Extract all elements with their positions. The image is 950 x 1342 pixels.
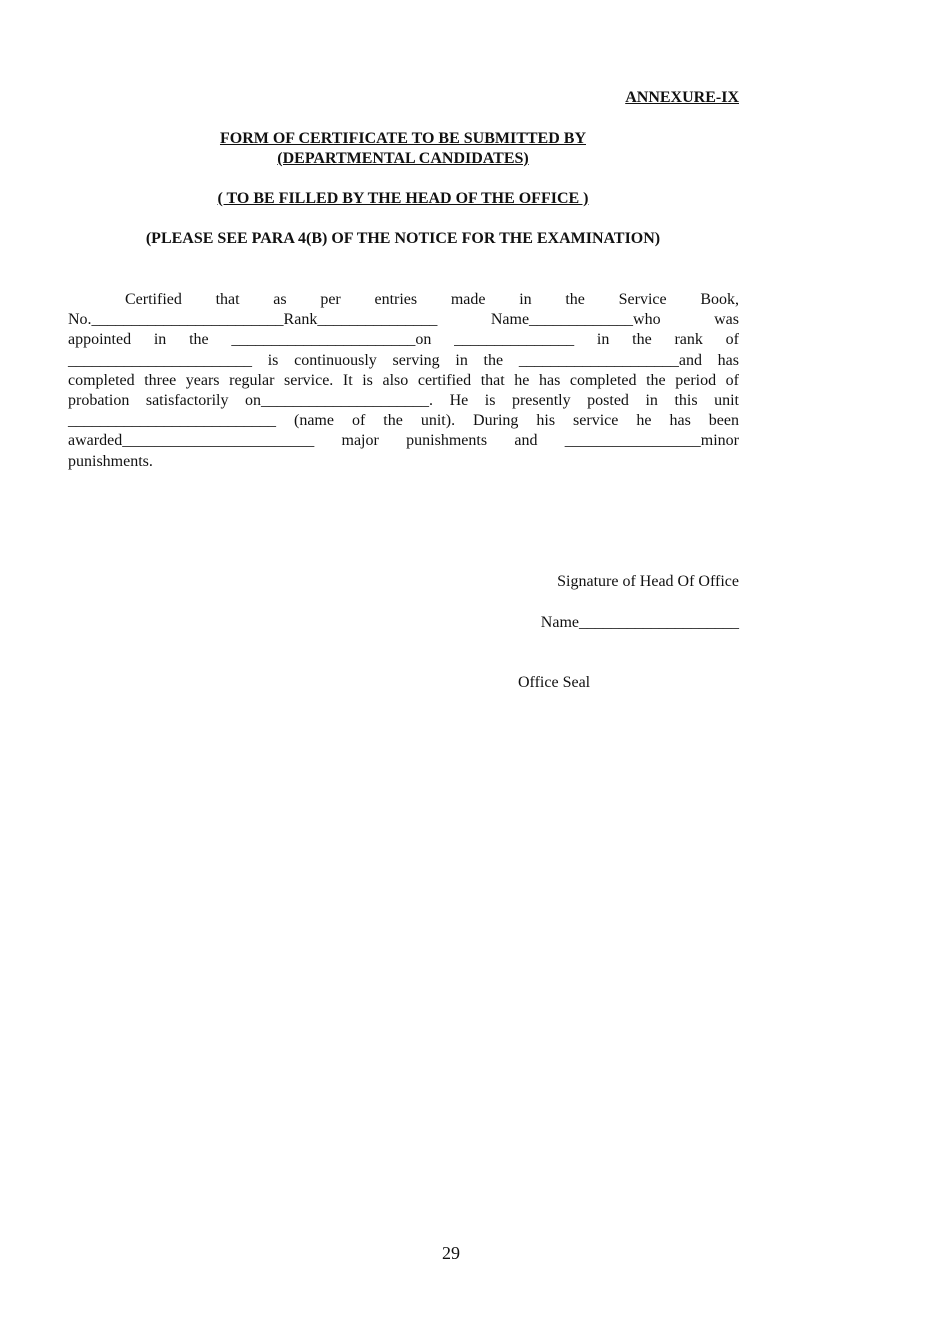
- certificate-line-8: awarded________________________ major punishments and _________________minor: [68, 432, 739, 450]
- form-title-line-2: (DEPARTMENTAL CANDIDATES): [277, 150, 529, 167]
- annexure-label: ANNEXURE-IX: [625, 89, 739, 106]
- certificate-line-1-text: Certified that as per entries made in the Service Book,: [125, 291, 739, 308]
- certificate-paragraph: [68, 290, 739, 472]
- certificate-line-2: No.________________________Rank_______________ Name_____________who was: [68, 311, 739, 329]
- certificate-line-4: _______________________ is continuously serving in the ____________________and has: [68, 351, 739, 369]
- para-reference-note: (PLEASE SEE PARA 4(B) OF THE NOTICE FOR THE EXAMINATION): [145, 230, 661, 247]
- signatory-name-field: Name____________________: [540, 614, 739, 631]
- office-seal-label: Office Seal: [518, 674, 591, 691]
- certificate-line-1: [68, 290, 739, 310]
- certificate-line-7: __________________________ (name of the unit). During his service he has been: [68, 412, 739, 430]
- filled-by-note: ( TO BE FILLED BY THE HEAD OF THE OFFICE ): [217, 190, 589, 207]
- page-number: 29: [442, 1243, 460, 1263]
- signature-label: Signature of Head Of Office: [557, 573, 739, 590]
- form-title: [0, 129, 806, 169]
- certificate-line-3: appointed in the _______________________on _______________ in the rank of: [68, 331, 739, 349]
- certificate-line-9: punishments.: [68, 452, 153, 470]
- form-title-line-1: FORM OF CERTIFICATE TO BE SUBMITTED BY: [219, 130, 586, 147]
- certificate-line-5: completed three years regular service. It is also certified that he has completed the period of: [68, 371, 739, 389]
- certificate-line-6: probation satisfactorily on_____________________. He is presently posted in this unit: [68, 392, 739, 410]
